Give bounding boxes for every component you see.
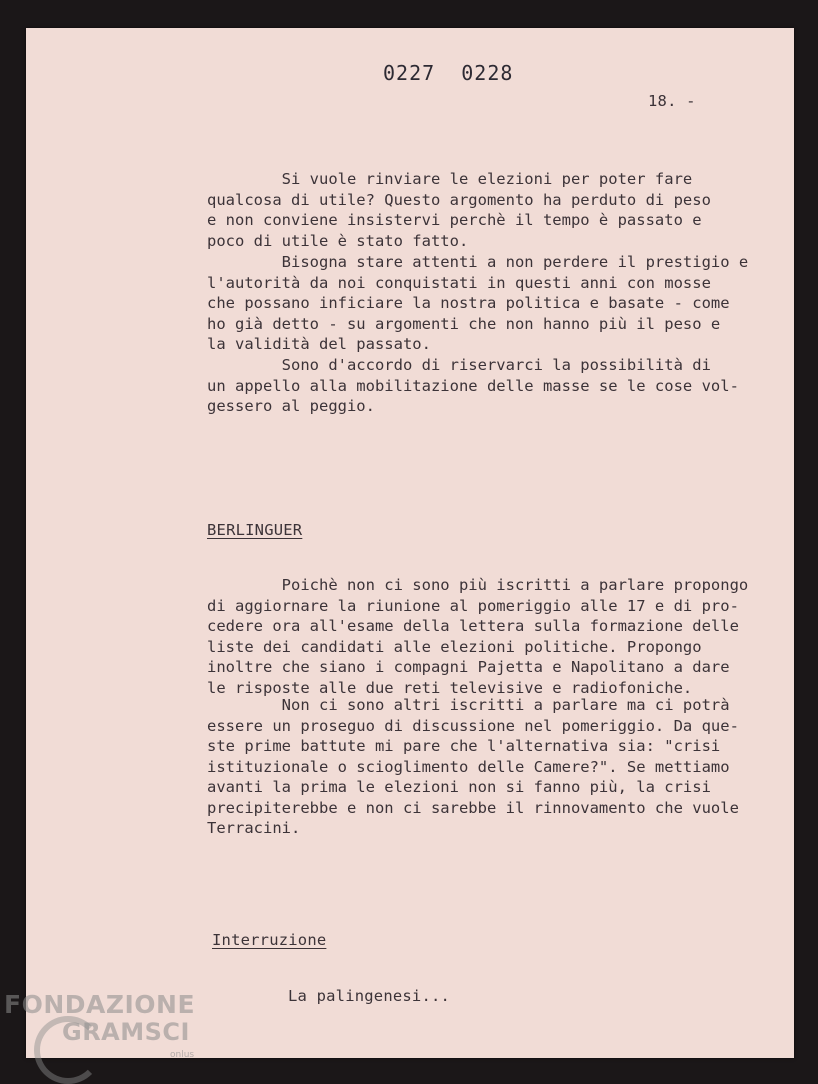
- watermark-logo: [4, 990, 204, 1075]
- speaker-name: BERLINGUER: [207, 521, 303, 539]
- text-line: gessero al peggio.: [207, 397, 375, 415]
- text-line: di aggiornare la riunione al pomeriggio alle 17 e di pro-: [207, 596, 739, 615]
- text-line: l'autorità da noi conquistati in questi anni con mosse: [207, 273, 711, 292]
- text-line: qualcosa di utile? Questo argomento ha perduto di peso: [207, 190, 711, 209]
- watermark-line1: FONDAZIONE: [4, 990, 196, 1019]
- text-line: Poichè non ci sono più iscritti a parlare propongo: [207, 576, 749, 594]
- text-line: la validità del passato.: [207, 335, 431, 353]
- text-line: cedere ora all'esame della lettera sulla formazione delle: [207, 617, 739, 635]
- text-line: precipiterebbe e non ci sarebbe il rinnovamento che vuole: [207, 798, 739, 817]
- text-line: Bisogna stare attenti a non perdere il prestigio e: [207, 253, 749, 271]
- text-line: essere un proseguo di discussione nel pomeriggio. Da que-: [207, 716, 739, 735]
- text-line: liste dei candidati alle elezioni politiche. Propongo: [207, 637, 702, 656]
- page-number: 18. -: [648, 92, 696, 110]
- text-line: ste prime battute mi pare che l'alternativa sia: "crisi: [207, 737, 721, 755]
- paragraph: [207, 355, 739, 417]
- text-line: che possano inficiare la nostra politica e basate - come: [207, 294, 730, 312]
- text-line: poco di utile è stato fatto.: [207, 231, 469, 250]
- text-line: avanti la prima le elezioni non si fanno più, la crisi: [207, 778, 711, 796]
- watermark-line2: GRAMSCI: [62, 1018, 190, 1046]
- text-line: Terracini.: [207, 819, 301, 837]
- text-line: Si vuole rinviare le elezioni per poter fare: [207, 170, 693, 188]
- paragraph: [207, 169, 711, 251]
- text-line: le risposte alle due reti televisive e radiofoniche.: [207, 678, 693, 697]
- text-line: Non ci sono altri iscritti a parlare ma ci potrà: [207, 696, 730, 714]
- text-line: Sono d'accordo di riservarci la possibilità di: [207, 356, 711, 374]
- speaker-name: Interruzione: [212, 931, 327, 949]
- paragraph: [207, 575, 748, 698]
- interruption-text: La palingenesi...: [288, 987, 451, 1005]
- text-line: istituzionale o scioglimento delle Camere?". Se mettiamo: [207, 757, 730, 776]
- document-number: 0227 0228: [383, 61, 514, 85]
- text-line: ho già detto - su argomenti che non hanno più il peso e: [207, 314, 721, 333]
- text-line: e non conviene insistervi perchè il tempo è passato e: [207, 211, 702, 229]
- watermark-line3: onlus: [170, 1050, 195, 1060]
- paragraph: [207, 252, 748, 355]
- paragraph: [207, 695, 739, 839]
- text-line: inoltre che siano i compagni Pajetta e Napolitano a dare: [207, 658, 730, 676]
- text-line: un appello alla mobilitazione delle masse se le cose vol-: [207, 376, 739, 395]
